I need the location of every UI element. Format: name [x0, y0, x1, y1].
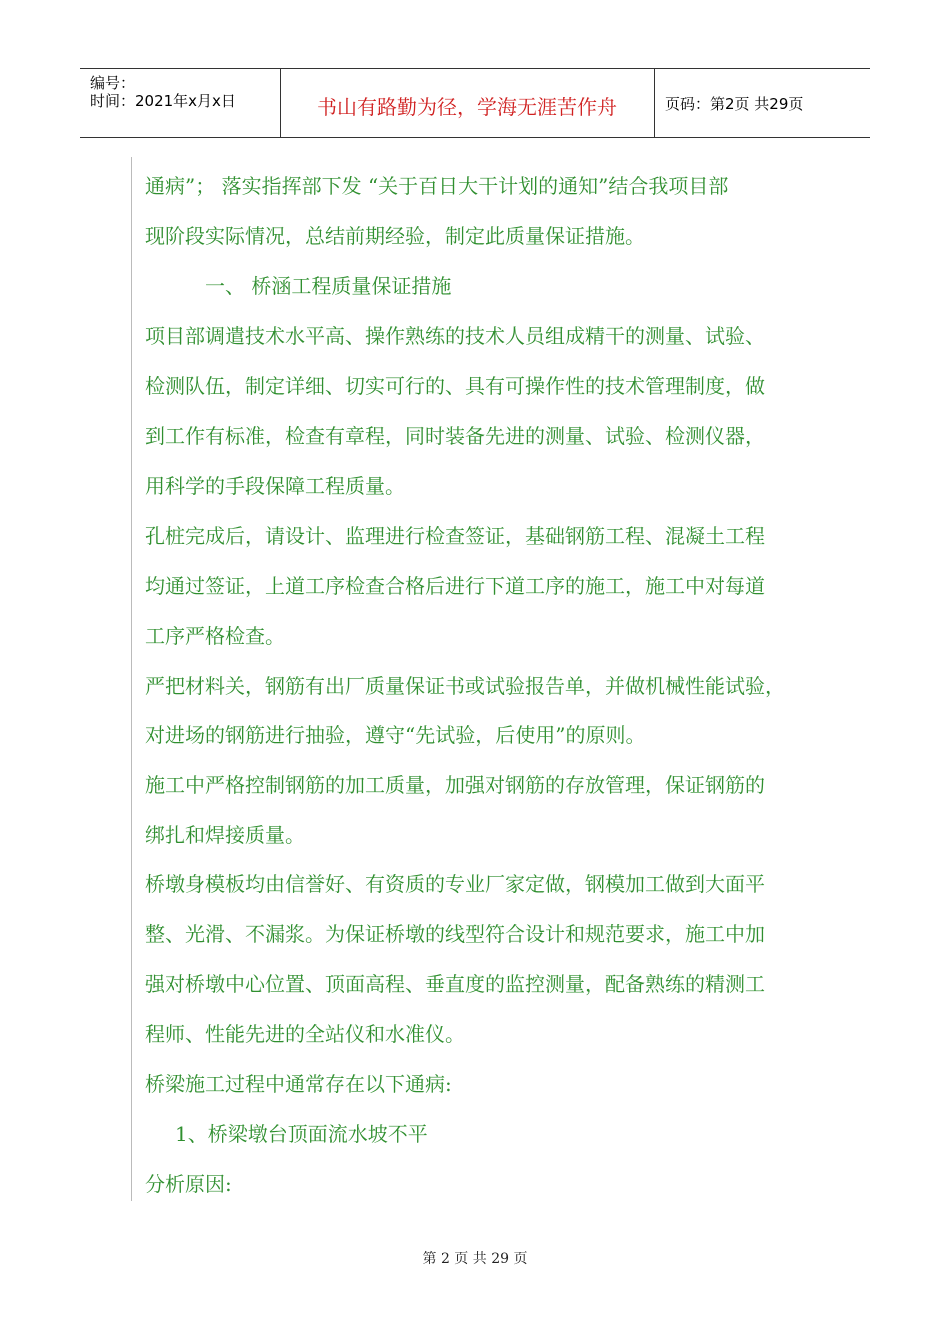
header-motto: 书山有路勤为径，学海无涯苦作舟 [317, 95, 617, 119]
body-line: 程师、性能先进的全站仪和水准仪。 [145, 1022, 465, 1046]
body-line: 检测队伍，制定详细、切实可行的、具有可操作性的技术管理制度，做 [145, 374, 765, 398]
body-line: 对进场的钢筋进行抽验，遵守“先试验，后使用”的原则。 [145, 723, 646, 747]
body-line: 到工作有标准，检查有章程，同时装备先进的测量、试验、检测仪器， [145, 424, 765, 448]
page-footer: 第 2 页 共 29 页 [422, 1251, 528, 1267]
body-line: 整、光滑、不漏浆。为保证桥墩的线型符合设计和规范要求，施工中加 [145, 922, 765, 946]
header-page-number: 页码：第2页 共29页 [665, 95, 804, 113]
page-header [80, 68, 870, 138]
body-line: 严把材料关，钢筋有出厂质量保证书或试验报告单，并做机械性能试验， [145, 674, 785, 698]
header-meta-cell [80, 69, 281, 137]
list-item: 1、桥梁墩台顶面流水坡不平 [175, 1122, 428, 1146]
header-page-cell [654, 69, 871, 137]
section-heading: 一、 桥涵工程质量保证措施 [205, 274, 452, 298]
body-line: 工序严格检查。 [145, 624, 285, 648]
body-line: 分析原因: [145, 1172, 232, 1196]
left-margin-rule [131, 157, 132, 1201]
body-line: 施工中严格控制钢筋的加工质量，加强对钢筋的存放管理，保证钢筋的 [145, 773, 765, 797]
doc-date: 时间：2021年x月x日 [90, 92, 236, 110]
body-line: 强对桥墩中心位置、顶面高程、垂直度的监控测量，配备熟练的精测工 [145, 972, 765, 996]
body-line: 项目部调遣技术水平高、操作熟练的技术人员组成精干的测量、试验、 [145, 324, 765, 348]
body-line: 均通过签证，上道工序检查合格后进行下道工序的施工，施工中对每道 [145, 574, 765, 598]
body-line: 桥梁施工过程中通常存在以下通病: [145, 1072, 452, 1096]
body-line: 现阶段实际情况，总结前期经验，制定此质量保证措施。 [145, 224, 645, 248]
body-line: 用科学的手段保障工程质量。 [145, 474, 405, 498]
body-line: 通病”； 落实指挥部下发 “关于百日大干计划的通知”结合我项目部 [145, 174, 729, 198]
body-line: 孔桩完成后，请设计、监理进行检查签证，基础钢筋工程、混凝土工程 [145, 524, 765, 548]
doc-number-label: 编号： [90, 74, 136, 92]
body-line: 桥墩身模板均由信誉好、有资质的专业厂家定做，钢模加工做到大面平 [145, 872, 765, 896]
body-line: 绑扎和焊接质量。 [145, 823, 305, 847]
